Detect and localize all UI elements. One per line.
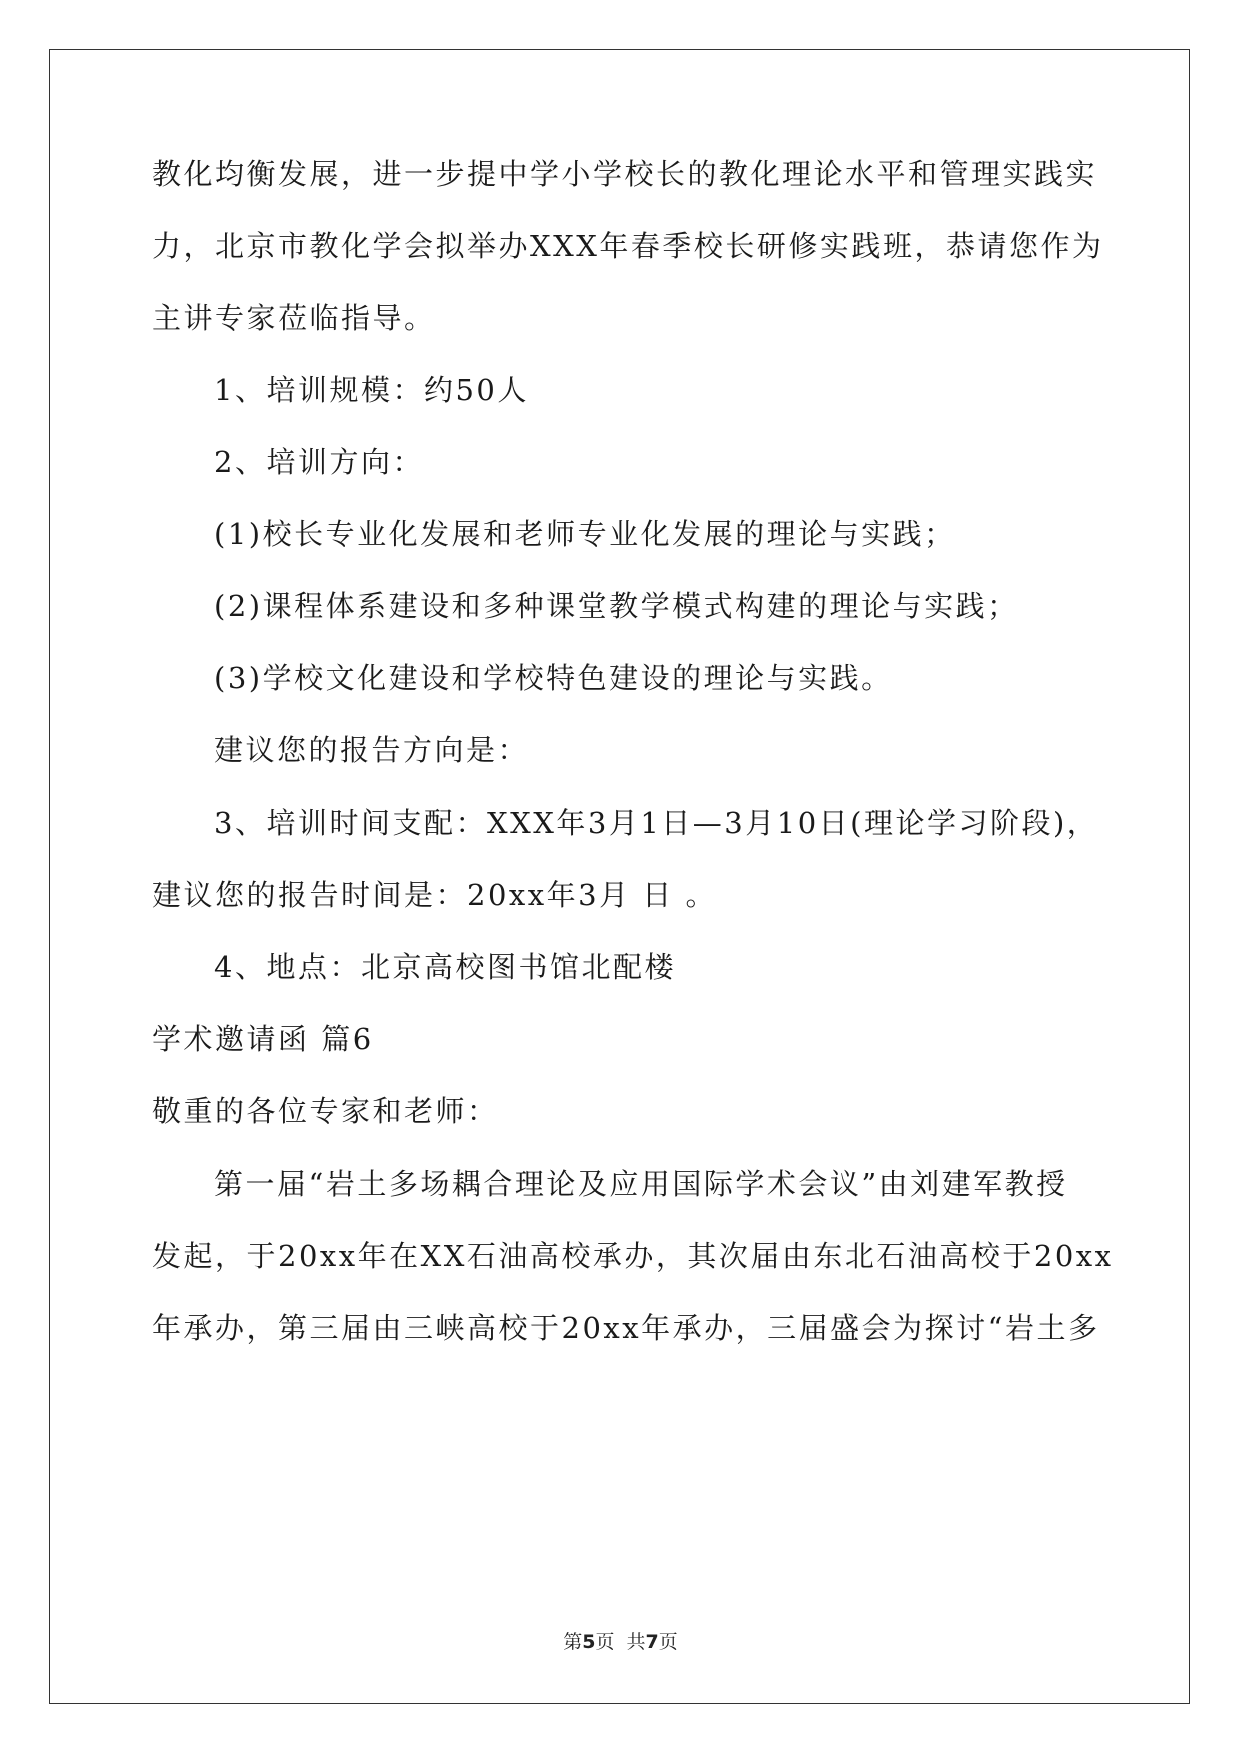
paragraph-line: 第一届“岩土多场耦合理论及应用国际学术会议”由刘建军教授 [214,1167,1068,1201]
total-pages-number: 7 [645,1631,659,1653]
paragraph-line: 教化均衡发展，进一步提中学小学校长的教化理论水平和管理实践实 [152,157,1098,191]
list-item: 4、地点：北京高校图书馆北配楼 [214,950,676,984]
paragraph-line: 建议您的报告方向是： [214,733,530,767]
footer-suffix: 页 [658,1631,678,1653]
paragraph-line: 主讲专家莅临指导。 [152,301,436,335]
footer-prefix: 第 [563,1631,583,1653]
paragraph-line: 年承办，第三届由三峡高校于20xx年承办，三届盛会为探讨“岩土多 [152,1311,1100,1345]
paragraph-line: 建议您的报告时间是：20xx年3月 日 。 [152,878,717,912]
list-item: (1)校长专业化发展和老师专业化发展的理论与实践； [214,517,956,551]
current-page-number: 5 [582,1631,596,1653]
list-item: (3)学校文化建设和学校特色建设的理论与实践。 [214,661,893,695]
salutation: 敬重的各位专家和老师： [152,1094,499,1128]
list-item: 1、培训规模：约50人 [214,373,529,407]
section-heading: 学术邀请函 篇6 [152,1022,374,1056]
paragraph-line: 力，北京市教化学会拟举办XXX年春季校长研修实践班，恭请您作为 [152,229,1104,263]
footer-middle: 页 共 [595,1631,646,1653]
list-item: 3、培训时间支配：XXX年3月1日—3月10日(理论学习阶段)， [214,806,1099,840]
list-item: 2、培训方向： [214,445,424,479]
page-footer [0,1630,1241,1654]
paragraph-line: 发起，于20xx年在XX石油高校承办，其次届由东北石油高校于20xx [152,1239,1114,1273]
list-item: (2)课程体系建设和多种课堂教学模式构建的理论与实践； [214,589,1019,623]
